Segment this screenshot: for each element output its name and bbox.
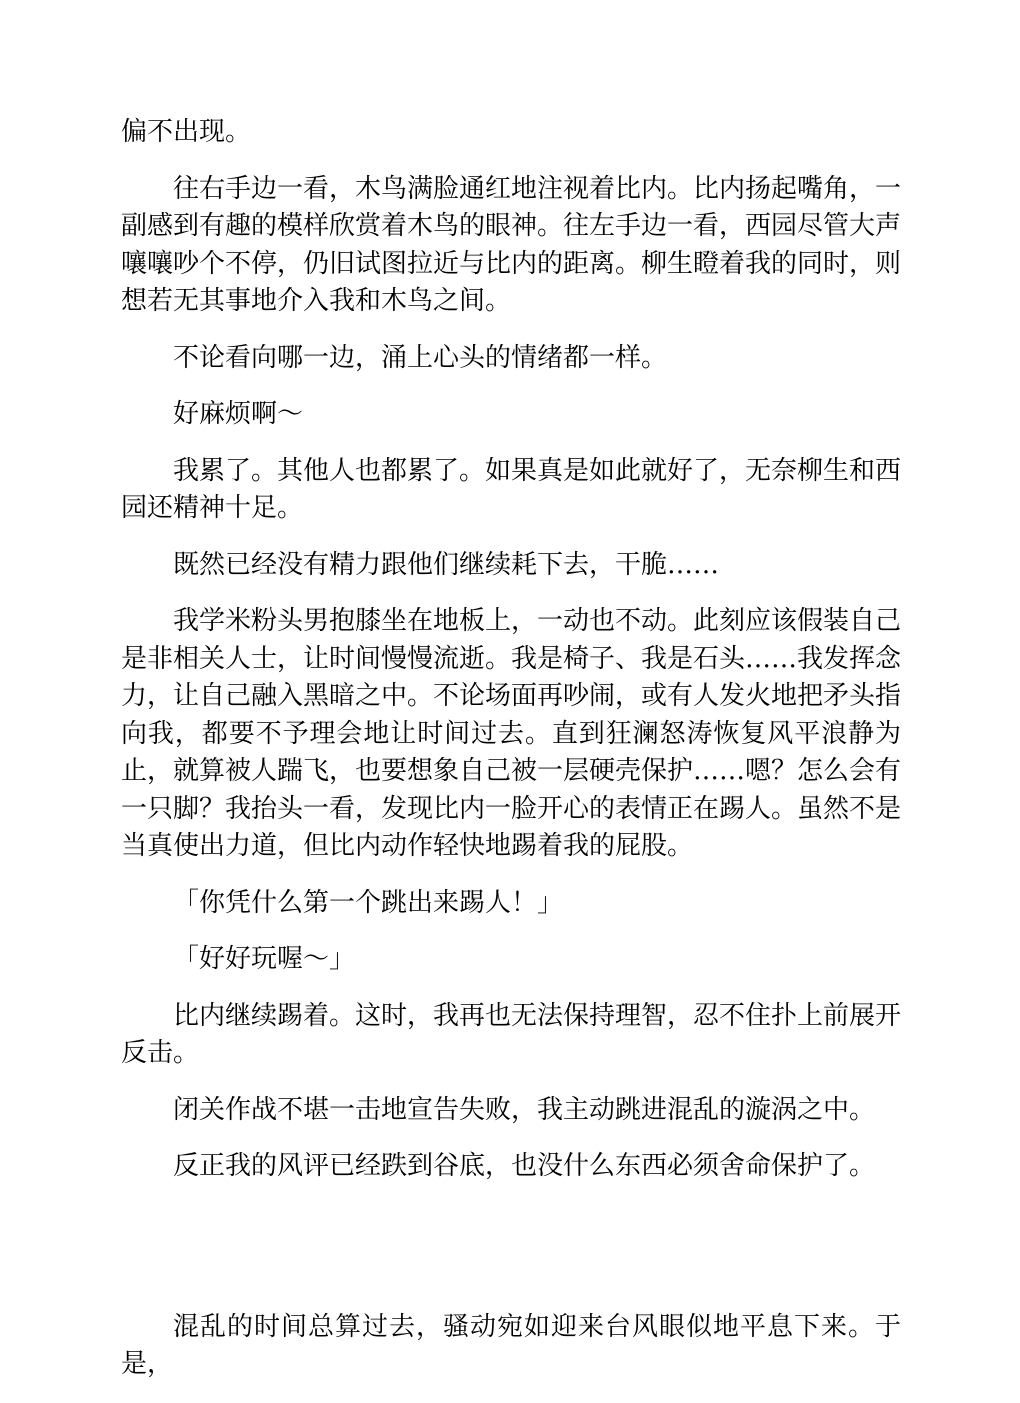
paragraph: 比内继续踢着。这时，我再也无法保持理智，忍不住扑上前展开反击。: [121, 1000, 902, 1068]
dialogue-line: 「好好玩喔～」: [173, 944, 356, 974]
paragraph: 既然已经没有精力跟他们继续耗下去，干脆……: [173, 549, 720, 580]
paragraph: 我累了。其他人也都累了。如果真是如此就好了，无奈柳生和西园还精神十足。: [121, 455, 902, 523]
paragraph: 不论看向哪一边，涌上心头的情绪都一样。: [173, 342, 668, 373]
document-page: [121, 114, 901, 1403]
section-break: [121, 1205, 901, 1309]
dialogue-line: 「你凭什么第一个跳出来踢人！」: [173, 887, 564, 918]
paragraph: 反正我的风评已经跌到谷底，也没什么东西必须舍命保护了。: [173, 1151, 876, 1181]
paragraph: 混乱的时间总算过去，骚动宛如迎来台风眼似地平息下来。于是，: [121, 1311, 901, 1379]
paragraph: 闭关作战不堪一击地宣告失败，我主动跳进混乱的漩涡之中。: [173, 1094, 876, 1125]
paragraph: 我学米粉头男抱膝坐在地板上，一动也不动。此刻应该假装自己是非相关人士，让时间慢慢流逝。我是椅子、我是石头……我发挥念力，让自己融入黑暗之中。不论场面再吵闹，或有人发火地把矛头指向我，都要不予理会地让时间过去。直到狂澜怒涛恢复风平浪静为止，就算被人踹飞，也要想象自己被一层硬壳保护……嗯？怎么会有一只脚？我抬头一看，发现比内一脸开心的表情正在踢人。虽然不是当真使出力道，但比内动作轻快地踢着我的屁股。: [121, 606, 902, 861]
paragraph: 往右手边一看，木鸟满脸通红地注视着比内。比内扬起嘴角，一副感到有趣的模样欣赏着木鸟的眼神。往左手边一看，西园尽管大声嚷嚷吵个不停，仍旧试图拉近与比内的距离。柳生瞪着我的同时，则想若无其事地介入我和木鸟之间。: [121, 173, 902, 316]
paragraph: 偏不出现。: [121, 117, 252, 147]
paragraph: 好麻烦啊～: [173, 399, 304, 429]
